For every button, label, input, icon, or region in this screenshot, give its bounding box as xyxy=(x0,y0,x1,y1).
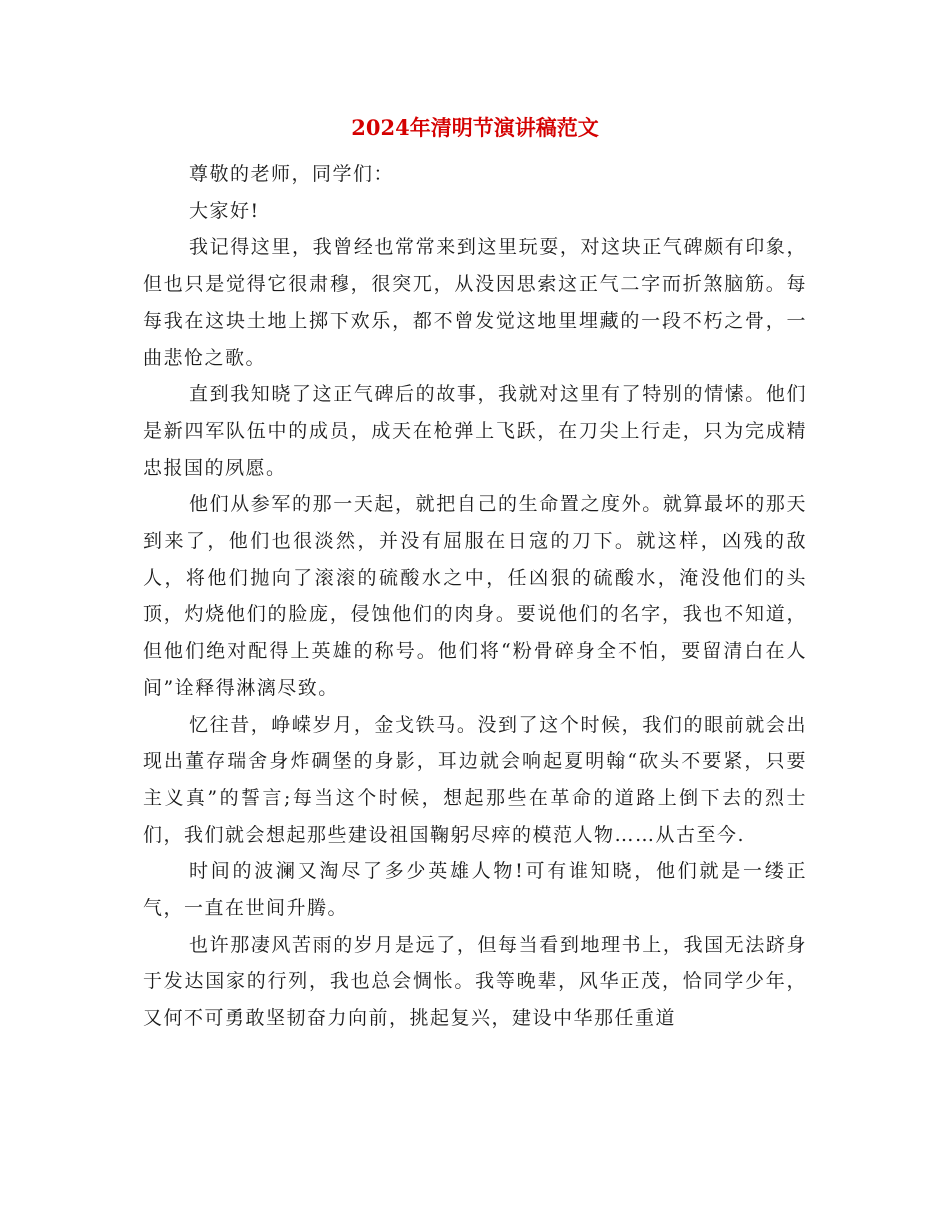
salutation: 尊敬的老师，同学们： xyxy=(189,163,395,185)
paragraph: 直到我知晓了这正气碑后的故事，我就对这里有了特别的情愫。他们是新四军队伍中的成员，成天在枪弹上飞跃，在刀尖上行走，只为完成精忠报国的夙愿。 xyxy=(143,383,807,479)
paragraph: 时间的波澜又淘尽了多少英雄人物!可有谁知晓，他们就是一缕正气，一直在世间升腾。 xyxy=(143,860,807,920)
greeting: 大家好! xyxy=(189,199,260,222)
paragraph: 我记得这里，我曾经也常常来到这里玩耍，对这块正气碑颇有印象，但也只是觉得它很肃穆，很突兀，从没因思索这正气二字而折煞脑筋。每每我在这块土地上掷下欢乐，都不曾发觉这地里埋藏的一段不朽之骨，一曲悲怆之歌。 xyxy=(143,236,807,369)
paragraph: 也许那凄风苦雨的岁月是远了，但每当看到地理书上，我国无法跻身于发达国家的行列，我也总会惆怅。我等晚辈，风华正茂，恰同学少年，又何不可勇敢坚韧奋力向前，挑起复兴，建设中华那任重道 xyxy=(143,933,807,1030)
document-body xyxy=(143,156,807,1037)
document-title: 2024年清明节演讲稿范文 xyxy=(351,115,599,140)
paragraph: 忆往昔，峥嵘岁月，金戈铁马。没到了这个时候，我们的眼前就会出现出董存瑞舍身炸碉堡的身影，耳边就会响起夏明翰“砍头不要紧，只要主义真”的誓言;每当这个时候，想起那些在革命的道路上倒下去的烈士们，我们就会想起那些建设祖国鞠躬尽瘁的模范人物……从古至今. xyxy=(143,713,807,846)
paragraph: 他们从参军的那一天起，就把自己的生命置之度外。就算最坏的那天到来了，他们也很淡然，并没有屈服在日寇的刀下。就这样，凶残的敌人，将他们抛向了滚滚的硫酸水之中，任凶狠的硫酸水，淹没他们的头顶，灼烧他们的脸庞，侵蚀他们的肉身。要说他们的名字，我也不知道，但他们绝对配得上英雄的称号。他们将“粉骨碎身全不怕，要留清白在人间”诠释得淋漓尽致。 xyxy=(143,493,807,699)
